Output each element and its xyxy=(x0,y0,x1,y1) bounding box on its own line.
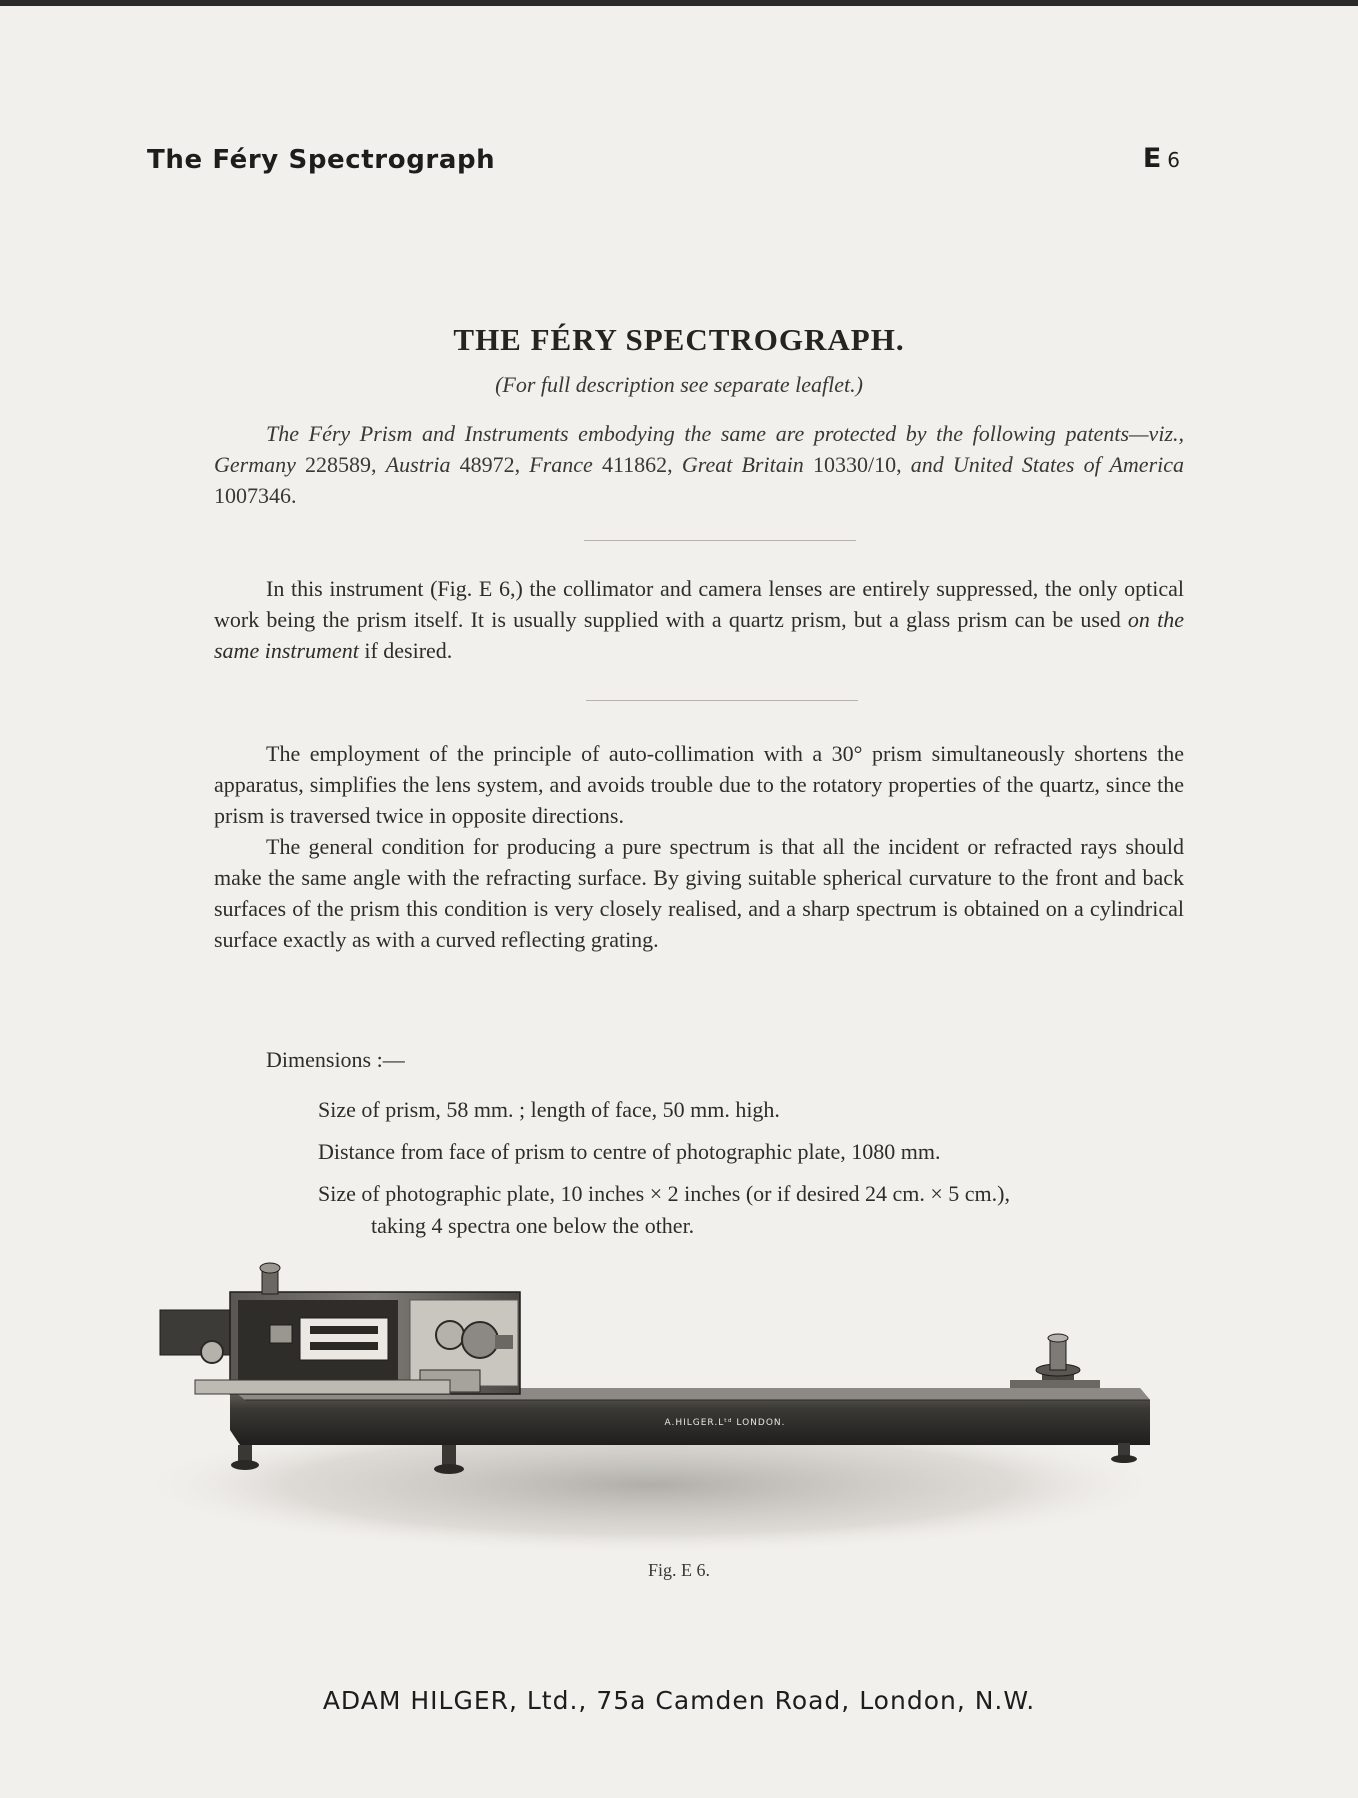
patent-number: 411862, xyxy=(592,452,682,477)
patent-number: 10330/10, xyxy=(803,452,911,477)
paragraph-instrument xyxy=(214,573,1184,666)
top-screw xyxy=(260,1263,280,1294)
para1-emphasis: on the same instrument xyxy=(214,607,1184,663)
patent-number: 228589, xyxy=(295,452,386,477)
page-title: THE FÉRY SPECTROGRAPH. xyxy=(453,322,905,357)
dimension-line-continued: taking 4 spectra one below the other. xyxy=(371,1213,695,1238)
patent-country: Germany xyxy=(214,452,296,477)
dimension-line: Distance from face of prism to centre of photographic plate, 1080 mm. xyxy=(318,1139,941,1164)
subtitle: (For full description see separate leaflet.) xyxy=(495,372,863,397)
patent-country: Austria xyxy=(385,452,451,477)
divider-rule xyxy=(586,700,858,701)
para3-text: The general condition for producing a pure spectrum is that all the incident or refracted rays should make the same angle with the refracting surface. By giving suitable spherical curvature to the front and back surfaces of the prism this condition is very closely realised, and a sharp spectrum is obtained on a cylindrical surface exactly as with a curved reflecting grating. xyxy=(214,834,1184,952)
para2-text: The employment of the principle of auto-collimation with a 30° prism simultaneously shortens the apparatus, simplifies the lens system, and avoids trouble due to the rotatory properties of the quartz, since the prism is traversed twice in opposite directions. xyxy=(214,741,1184,828)
paragraph-autocollimation xyxy=(214,738,1184,955)
para1-text-end: if desired. xyxy=(358,638,453,663)
dimension-line: Size of prism, 58 mm. ; length of face, 50 mm. high. xyxy=(318,1097,780,1122)
patent-country: France xyxy=(529,452,593,477)
dimensions-heading: Dimensions :— xyxy=(266,1047,405,1072)
section-number: 6 xyxy=(1167,148,1180,172)
figure-caption: Fig. E 6. xyxy=(647,1560,710,1580)
base-rail xyxy=(230,1388,1150,1445)
page-number xyxy=(1143,143,1180,174)
divider-rule xyxy=(584,540,856,541)
dimension-line: Size of photographic plate, 10 inches × 2 inches (or if desired 24 cm. × 5 cm.), xyxy=(318,1181,1010,1206)
patents-paragraph xyxy=(214,418,1184,511)
section-letter: E xyxy=(1142,143,1162,174)
spectrograph-illustration xyxy=(150,1240,1190,1560)
para1-text: In this instrument (Fig. E 6,) the collimator and camera lenses are entirely suppressed, the only optical work being the prism itself. It is usually supplied with a quartz prism, but a glass prism can be used xyxy=(214,576,1184,632)
patent-number: 48972, xyxy=(450,452,530,477)
patent-country: Great Britain xyxy=(681,452,804,477)
running-title: The Féry Spectrograph xyxy=(147,145,496,175)
publisher-footer: ADAM HILGER, Ltd., 75a Camden Road, London, N.W. xyxy=(322,1686,1036,1715)
patent-country: and United States of America xyxy=(910,452,1185,477)
maker-mark: A.HILGER.Lᵗᵈ LONDON. xyxy=(664,1418,786,1428)
patents-intro: The Féry Prism and Instruments embodying the same are protected by the following patents—viz., xyxy=(266,421,1184,446)
plate-holder-knob xyxy=(1010,1334,1100,1388)
patent-number: 1007346. xyxy=(214,483,297,508)
top-edge-line xyxy=(0,0,1358,6)
